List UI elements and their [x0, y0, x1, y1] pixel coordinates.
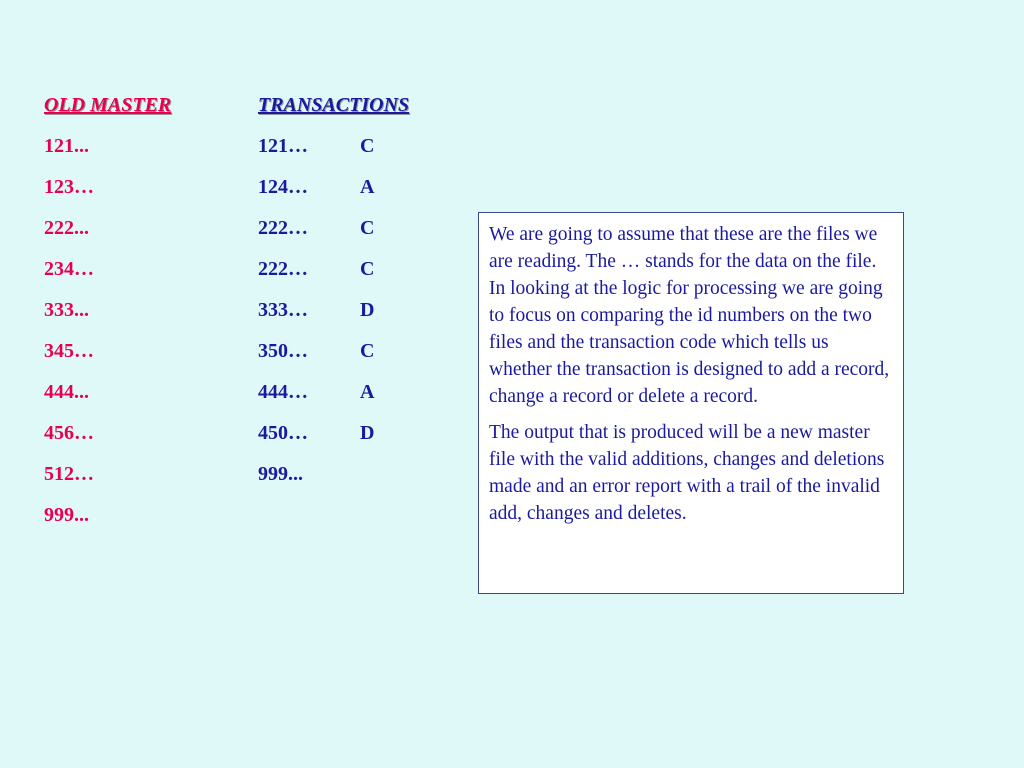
old-master-row [44, 215, 171, 256]
old-master-id: 123… [44, 176, 94, 198]
old-master-id: 333... [44, 299, 89, 321]
transaction-row [258, 379, 409, 420]
transaction-id: 222… [258, 217, 308, 239]
transaction-id: 450… [258, 422, 308, 444]
transaction-row [258, 256, 409, 297]
transaction-id: 121… [258, 135, 308, 157]
old-master-id: 512… [44, 463, 94, 485]
old-master-row [44, 256, 171, 297]
old-master-id: 444... [44, 381, 89, 403]
transaction-row [258, 133, 409, 174]
old-master-row [44, 502, 171, 543]
old-master-row [44, 338, 171, 379]
transactions-column [258, 92, 409, 502]
transaction-code: D [360, 299, 375, 321]
old-master-id: 222... [44, 217, 89, 239]
transaction-id: 999... [258, 463, 303, 485]
old-master-column [44, 92, 171, 543]
old-master-id: 999... [44, 504, 89, 526]
transaction-id: 222… [258, 258, 308, 280]
old-master-row [44, 297, 171, 338]
old-master-row [44, 379, 171, 420]
transaction-code: A [360, 381, 375, 403]
transaction-row [258, 215, 409, 256]
old-master-row [44, 420, 171, 461]
old-master-row [44, 461, 171, 502]
transaction-code: C [360, 135, 375, 157]
transaction-id: 333… [258, 299, 308, 321]
old-master-id: 456… [44, 422, 94, 444]
old-master-header: OLD MASTER [44, 94, 172, 116]
transaction-id: 444… [258, 381, 308, 403]
transaction-code: C [360, 258, 375, 280]
transaction-row [258, 297, 409, 338]
transactions-header: TRANSACTIONS [258, 94, 410, 116]
explanation-paragraph-1: We are going to assume that these are the files we are reading. The … stands for the data on the file. In looking at the logic for processing we are going to focus on comparing the id numbers on the two files and the transaction code which tells us whether the transaction is designed to add a record, change a record or delete a record. [489, 224, 890, 407]
explanation-paragraph-2: The output that is produced will be a new master file with the valid additions, changes and deletions made and an error report with a trail of the invalid add, changes and deletes. [489, 422, 885, 524]
transaction-row [258, 174, 409, 215]
transaction-code: D [360, 422, 375, 444]
transaction-code: C [360, 217, 375, 239]
transaction-id: 124… [258, 176, 308, 198]
transaction-code: C [360, 340, 375, 362]
transaction-row [258, 420, 409, 461]
old-master-id: 121... [44, 135, 89, 157]
old-master-row [44, 174, 171, 215]
transaction-row [258, 461, 409, 502]
transaction-id: 350… [258, 340, 308, 362]
transaction-code: A [360, 176, 375, 198]
transaction-row [258, 338, 409, 379]
old-master-row [44, 133, 171, 174]
old-master-id: 234… [44, 258, 94, 280]
old-master-id: 345… [44, 340, 94, 362]
explanation-box [478, 212, 904, 594]
